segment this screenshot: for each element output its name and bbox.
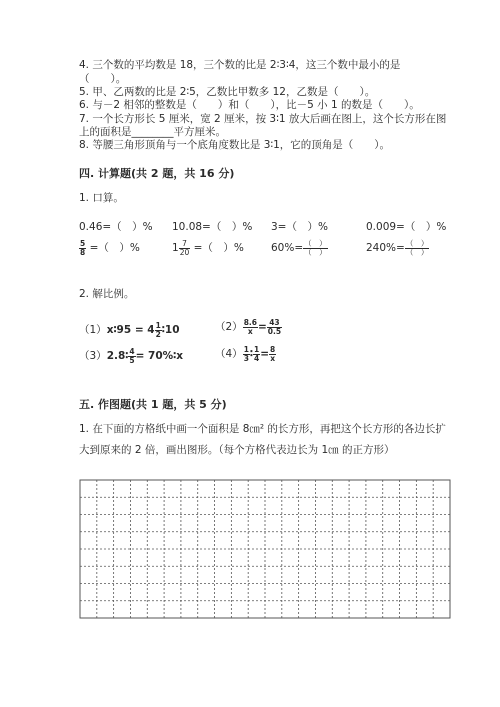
- question-8: 8. 等腰三角形顶角与一个底角度数比是 3∶1，它的顶角是（ ）。: [79, 139, 391, 151]
- proportion-equation-1: （1）x∶95 = 4 $\frac{1}{2}$ ∶10: [79, 321, 180, 339]
- question-7-line-2: 上的面积是________平方厘米。: [79, 126, 226, 138]
- mental-math-item: 0.46=（ ）%: [79, 221, 153, 233]
- mental-math-item-fraction-d: 240%= $\frac{( )}{( )}$: [366, 239, 429, 257]
- mental-math-item-fraction-b: 1 $\frac{7}{20}$ =（ ）%: [172, 239, 244, 257]
- question-4-line-1: 4. 三个数的平均数是 18，三个数的比是 2∶3∶4，这三个数中最小的是: [79, 59, 401, 71]
- mental-math-item: 3=（ ）%: [271, 221, 328, 233]
- question-4-line-2: （ ）。: [79, 73, 127, 85]
- drawing-question-line-2: 大到原来的 2 倍，画出图形。（每个方格代表边长为 1㎝ 的正方形）: [79, 444, 395, 456]
- solve-proportion-label: 2. 解比例。: [79, 288, 135, 300]
- question-5: 5. 甲、乙两数的比是 2∶5，乙数比甲数多 12，乙数是（ ）。: [79, 86, 376, 98]
- proportion-equation-2: （2） $\frac{8.6}{x}$ = $\frac{43}{0.5}$: [215, 318, 282, 336]
- question-6: 6. 与－2 相邻的整数是（ ）和（ ），比－5 小 1 的数是（ ）。: [79, 99, 420, 111]
- proportion-equation-4: （4） $\frac{1}{3}$ ∶ $\frac{1}{4}$ = $\frac{8}{x}$: [215, 345, 276, 363]
- drawing-question-line-1: 1. 在下面的方格纸中画一个面积是 8㎝² 的长方形，再把这个长方形的各边长扩: [79, 423, 446, 435]
- mental-math-item-fraction-a: $\frac{5}{8}$ =（ ）%: [80, 239, 140, 257]
- mental-math-item-fraction-c: 60%= $\frac{( )}{( )}$: [271, 239, 327, 257]
- square-grid-paper[interactable]: [79, 479, 451, 619]
- mental-math-label: 1. 口算。: [79, 192, 124, 204]
- question-7-line-1: 7. 一个长方形长 5 厘米，宽 2 厘米，按 3∶1 放大后画在图上，这个长方形在图: [79, 113, 447, 125]
- mental-math-item: 10.08=（ ）%: [172, 221, 253, 233]
- mental-math-item: 0.009=（ ）%: [366, 221, 447, 233]
- proportion-equation-3: （3）2.8∶ $\frac{4}{5}$ = 70%∶x: [79, 347, 184, 365]
- section-4-heading: 四. 计算题(共 2 题，共 16 分): [79, 167, 235, 180]
- section-5-heading: 五. 作图题(共 1 题，共 5 分): [79, 398, 227, 411]
